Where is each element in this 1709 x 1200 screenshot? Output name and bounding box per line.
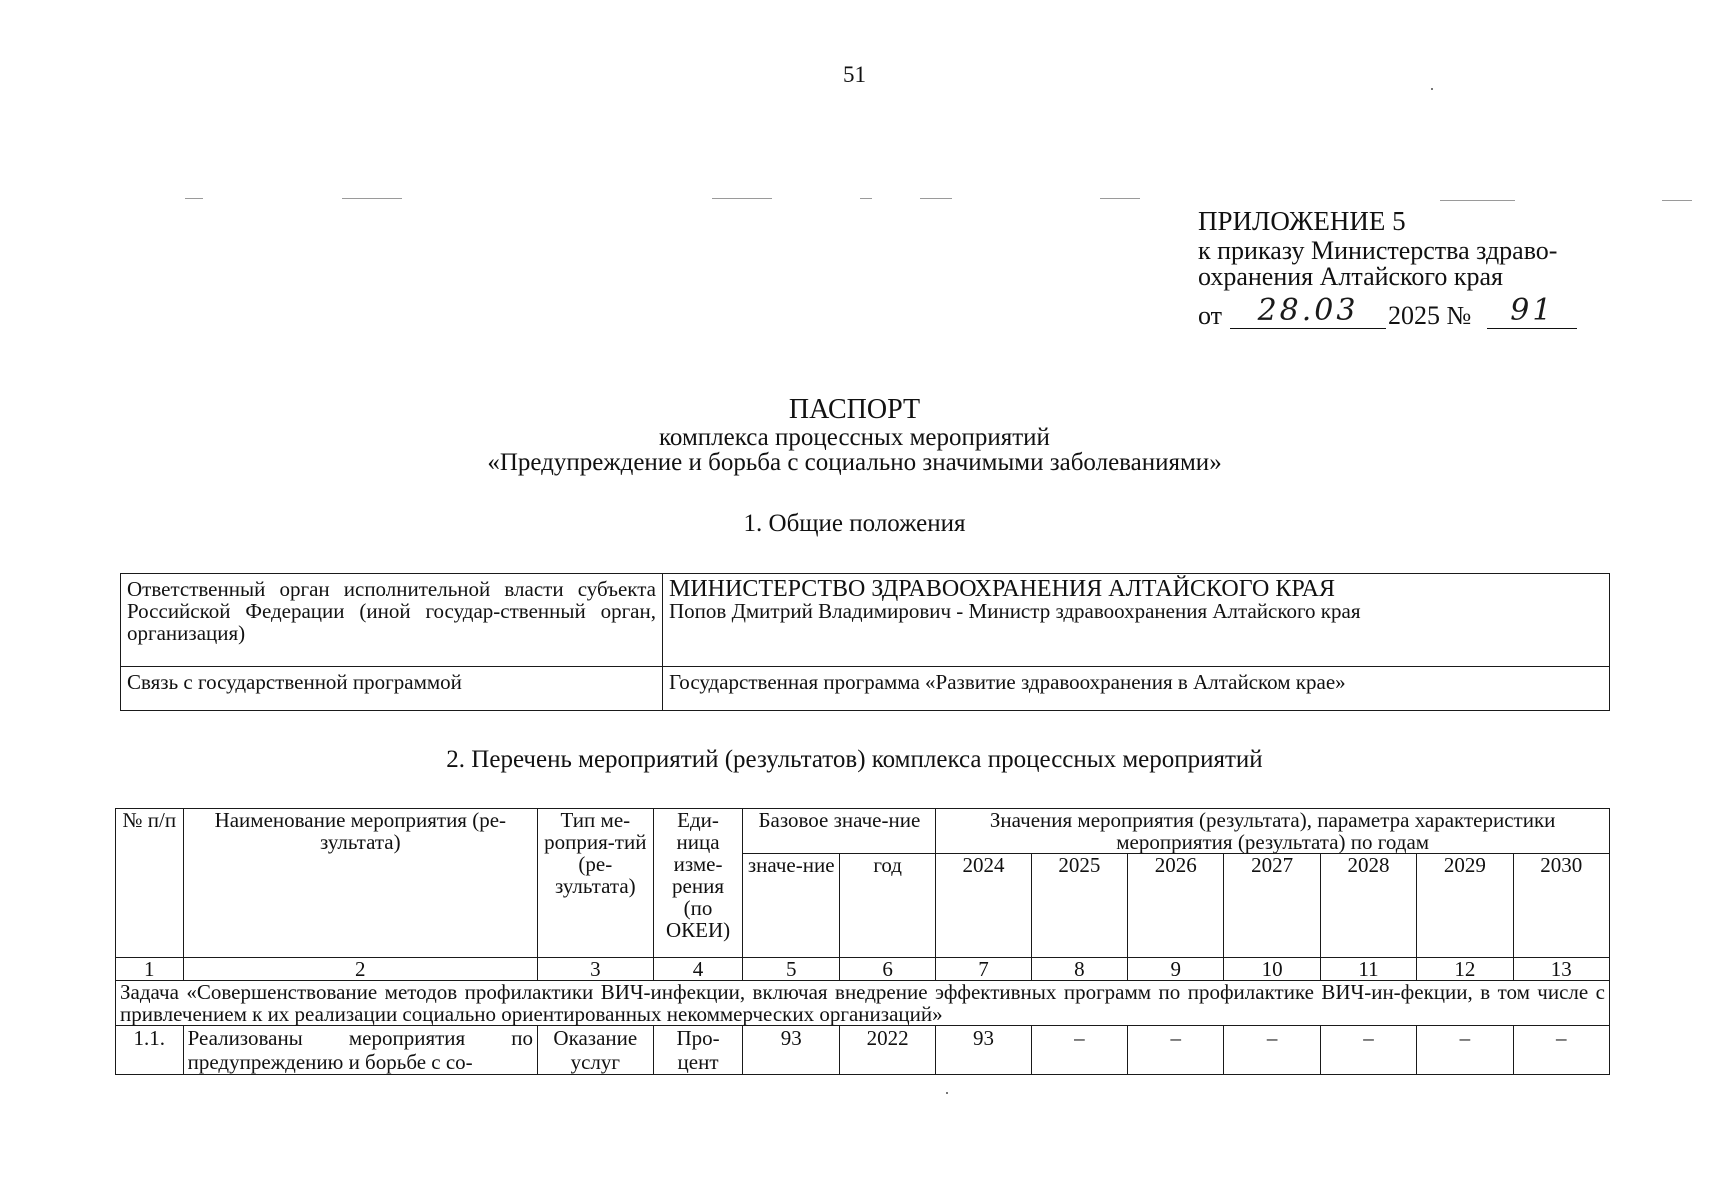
column-number: 9 bbox=[1128, 958, 1224, 981]
from-label: от bbox=[1198, 301, 1223, 330]
row-value: – bbox=[1513, 1026, 1610, 1075]
row-type bbox=[537, 1026, 653, 1075]
section-heading: 2. Перечень мероприятий (результатов) комплекса процессных мероприятий bbox=[446, 746, 1263, 773]
row-value: – bbox=[1031, 1026, 1127, 1075]
column-number: 1 bbox=[116, 958, 184, 981]
row-unit bbox=[653, 1026, 743, 1075]
task-row bbox=[116, 981, 1610, 1026]
header-row bbox=[116, 809, 1610, 854]
row-unit-line: цент bbox=[677, 1050, 719, 1074]
passport-title: ПАСПОРТ bbox=[788, 394, 921, 425]
scan-artifact bbox=[1431, 88, 1433, 90]
header-year: 2029 bbox=[1417, 854, 1513, 958]
order-number-field bbox=[1487, 293, 1577, 329]
header-unit: Еди-ница изме-рения (по ОКЕИ) bbox=[653, 809, 743, 958]
row-value: – bbox=[1320, 1026, 1416, 1075]
activities-table bbox=[115, 808, 1610, 1075]
handwritten-date: 28.03 bbox=[1257, 293, 1359, 328]
date-field bbox=[1230, 293, 1386, 329]
minister-name: Попов Дмитрий Владимирович - Министр здравоохранения Алтайского края bbox=[669, 599, 1361, 623]
annex-title: ПРИЛОЖЕНИЕ 5 bbox=[1198, 206, 1406, 236]
scan-artifact bbox=[1662, 200, 1692, 201]
header-name: Наименование мероприятия (ре-зультата) bbox=[183, 809, 537, 958]
row-value: – bbox=[1417, 1026, 1513, 1075]
table-row bbox=[116, 1026, 1610, 1075]
row-unit-line: Про- bbox=[676, 1026, 720, 1050]
column-number-row bbox=[116, 958, 1610, 981]
passport-name: «Предупреждение и борьба с социально значимыми заболеваниями» bbox=[487, 449, 1222, 476]
header-year: 2025 bbox=[1031, 854, 1127, 958]
column-number: 11 bbox=[1320, 958, 1416, 981]
column-number: 8 bbox=[1031, 958, 1127, 981]
order-date-line bbox=[1198, 293, 1608, 330]
row-value bbox=[663, 574, 1610, 667]
section-heading: 1. Общие положения bbox=[743, 510, 966, 537]
table-row bbox=[121, 667, 1610, 711]
row-value: Государственная программа «Развитие здравоохранения в Алтайском крае» bbox=[663, 667, 1610, 711]
header-year: 2030 bbox=[1513, 854, 1610, 958]
column-number: 10 bbox=[1224, 958, 1320, 981]
passport-subtitle: комплекса процессных мероприятий bbox=[659, 424, 1050, 451]
scan-artifact bbox=[1100, 198, 1140, 199]
row-base-year: 2022 bbox=[839, 1026, 935, 1075]
row-label: Ответственный орган исполнительной власти субъекта Российской Федерации (иной государ-ственный орган, организация) bbox=[121, 574, 663, 667]
row-num: 1.1. bbox=[116, 1026, 184, 1075]
general-provisions-table bbox=[120, 573, 1610, 711]
column-number: 5 bbox=[743, 958, 840, 981]
header-year: 2024 bbox=[936, 854, 1031, 958]
ministry-name: МИНИСТЕРСТВО ЗДРАВООХРАНЕНИЯ АЛТАЙСКОГО КРАЯ bbox=[669, 576, 1335, 602]
column-number: 2 bbox=[183, 958, 537, 981]
scan-artifact bbox=[920, 198, 952, 199]
handwritten-number: 91 bbox=[1510, 293, 1555, 328]
row-value: – bbox=[1224, 1026, 1320, 1075]
scan-artifact bbox=[946, 1092, 948, 1094]
scan-artifact bbox=[185, 198, 203, 199]
scan-artifact bbox=[1440, 200, 1515, 201]
header-base: Базовое значе-ние bbox=[743, 809, 936, 854]
column-number: 3 bbox=[537, 958, 653, 981]
scan-artifact bbox=[712, 198, 772, 199]
task-text: Задача «Совершенствование методов профилактики ВИЧ-инфекции, включая внедрение эффективных программ по профилактике ВИЧ-ин-фекции, в том числе с привлечением к их реализации социально ориентированных некоммерческих организаций» bbox=[116, 981, 1610, 1026]
header-base-value: значе-ние bbox=[743, 854, 840, 958]
header-base-year: год bbox=[839, 854, 935, 958]
row-type-line: услуг bbox=[570, 1050, 621, 1074]
row-label: Связь с государственной программой bbox=[121, 667, 663, 711]
year-label: 2025 № bbox=[1388, 301, 1472, 330]
table-row bbox=[121, 574, 1610, 667]
passport-header bbox=[0, 395, 1709, 475]
row-type-line: Оказание bbox=[553, 1026, 638, 1050]
scan-artifact bbox=[860, 198, 872, 199]
header-year: 2026 bbox=[1128, 854, 1224, 958]
row-name bbox=[183, 1026, 537, 1075]
annex-line: охранения Алтайского края bbox=[1198, 262, 1504, 291]
column-number: 6 bbox=[839, 958, 935, 981]
row-value: 93 bbox=[936, 1026, 1031, 1075]
header-year: 2027 bbox=[1224, 854, 1320, 958]
header-num: № п/п bbox=[116, 809, 184, 958]
column-number: 12 bbox=[1417, 958, 1513, 981]
scan-artifact bbox=[342, 198, 402, 199]
column-number: 4 bbox=[653, 958, 743, 981]
column-number: 13 bbox=[1513, 958, 1610, 981]
header-year: 2028 bbox=[1320, 854, 1416, 958]
header-values-group: Значения мероприятия (результата), параметра характеристики мероприятия (результата) по годам bbox=[936, 809, 1610, 854]
row-value: – bbox=[1128, 1026, 1224, 1075]
page-number: 51 bbox=[843, 62, 866, 87]
row-name-line: предупреждению и борьбе с со- bbox=[187, 1050, 473, 1074]
annex-line: к приказу Министерства здраво- bbox=[1198, 236, 1558, 265]
row-name-line: Реализованы мероприятия по bbox=[187, 1026, 533, 1050]
column-number: 7 bbox=[936, 958, 1031, 981]
header-type: Тип ме-роприя-тий (ре-зультата) bbox=[537, 809, 653, 958]
annex-block bbox=[1198, 208, 1608, 329]
row-base-value: 93 bbox=[743, 1026, 840, 1075]
